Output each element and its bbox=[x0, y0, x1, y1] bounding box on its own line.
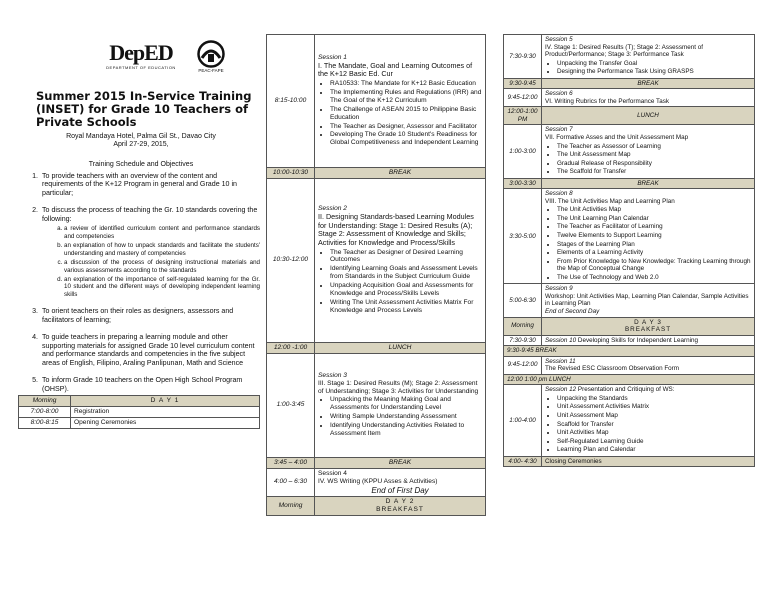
schedule-heading: Training Schedule and Objectives bbox=[88, 161, 194, 169]
break-label: BREAK bbox=[315, 457, 486, 468]
list-item: • The Unit Learning Plan Calendar bbox=[557, 215, 751, 223]
break-label: BREAK bbox=[542, 178, 755, 189]
table-row bbox=[267, 178, 486, 342]
day-label: D A Y 3 bbox=[634, 318, 662, 326]
deped-subtitle: DEPARTMENT OF EDUCATION bbox=[106, 65, 176, 71]
activity-cell: Registration bbox=[71, 407, 260, 418]
list-item: • Gradual Release of Responsibility bbox=[557, 160, 751, 168]
list-item: • Unpacking the Standards bbox=[557, 395, 751, 403]
break-label: BREAK bbox=[542, 78, 755, 89]
morning-label: Morning bbox=[267, 497, 315, 516]
session-label: Session 2 bbox=[318, 205, 347, 213]
session-title: IV. WS Writing (KPPU Asses & Activities) bbox=[318, 477, 438, 485]
time-cell: 9:45-12:00 bbox=[504, 89, 542, 107]
session-cell bbox=[542, 35, 755, 79]
table-row bbox=[19, 407, 260, 418]
list-item: • Learning Plan and Calendar bbox=[557, 446, 751, 454]
session-label: Session 10 bbox=[545, 336, 577, 344]
session-cell bbox=[542, 356, 755, 374]
closing-label: Closing Ceremonies bbox=[542, 456, 755, 467]
session-label: Session 6 bbox=[545, 90, 573, 98]
session-items bbox=[545, 60, 751, 76]
session-items bbox=[545, 395, 751, 454]
list-item: • The Challenge of ASEAN 2015 to Philippine Basic Education bbox=[330, 106, 482, 122]
table-row bbox=[19, 418, 260, 429]
peac-subtitle: PEAC-FAPE bbox=[198, 68, 224, 73]
list-item: • RA10533: The Mandate for K+12 Basic Education bbox=[330, 80, 482, 88]
list-item: • From Prior Knowledge to New Knowledge: Tracking Learning through the Map of Conceptual Change bbox=[557, 258, 751, 273]
session-title: III. Stage 1: Desired Results (M); Stage 2: Assessment of Understanding; Stage 3: Activities for Understanding bbox=[318, 379, 479, 395]
list-item: • The Use of Technology and Web 2.0 bbox=[557, 274, 751, 282]
table-row bbox=[504, 78, 755, 89]
breakfast-label: BREAKFAST bbox=[624, 326, 672, 334]
session-items bbox=[318, 80, 482, 147]
time-cell: 5:00-6:30 bbox=[504, 284, 542, 317]
table-row bbox=[504, 107, 755, 125]
objectives-list bbox=[22, 172, 260, 393]
peac-logo bbox=[193, 40, 229, 73]
middle-panel bbox=[266, 34, 486, 516]
session-label: Session 7 bbox=[545, 126, 573, 134]
time-cell: 10:00-10:30 bbox=[267, 168, 315, 179]
table-row bbox=[504, 456, 755, 467]
end-of-day: End of First Day bbox=[371, 485, 429, 495]
table-row bbox=[19, 396, 260, 407]
session-title: Presentation and Critiquing of WS: bbox=[577, 386, 675, 394]
session-title: VIII. The Unit Activities Map and Learning Plan bbox=[545, 197, 675, 205]
session-label: Session 11 bbox=[545, 357, 576, 365]
break-label: BREAK bbox=[315, 168, 486, 179]
lunch-label: 12:00 1:00 pm LUNCH bbox=[504, 374, 755, 385]
list-item: • Identifying Learning Goals and Assessment Levels from Standards in the Subject Curriculum Guide bbox=[330, 265, 482, 281]
lunch-label: LUNCH bbox=[315, 342, 486, 353]
session-cell bbox=[542, 385, 755, 456]
page-title: Summer 2015 In-Service Training (INSET) for Grade 10 Teachers of Private Schools bbox=[36, 89, 252, 130]
list-item: • Unit Assessment Map bbox=[557, 412, 751, 420]
objective-item: 1. To provide teachers with an overview of the content and requirements of the K+12 Program in general and Grade 10 in particular; bbox=[40, 172, 260, 198]
table-row bbox=[504, 346, 755, 357]
session-cell bbox=[542, 284, 755, 317]
list-item: • Twelve Elements to Support Learning bbox=[557, 232, 751, 240]
table-row bbox=[504, 356, 755, 374]
list-item: • The Unit Assessment Map bbox=[557, 151, 751, 159]
time-cell: 3:30-5:00 bbox=[504, 189, 542, 284]
table-row bbox=[267, 353, 486, 457]
time-cell: 12:00-1:00 PM bbox=[504, 107, 542, 125]
session-title: VI. Writing Rubrics for the Performance Task bbox=[545, 97, 670, 105]
list-item: • The Teacher as Assessor of Learning bbox=[557, 143, 751, 151]
objective-item: 3. To orient teachers on their roles as designers, assessors and facilitators of learning; bbox=[40, 307, 260, 324]
list-item: • Elements of a Learning Activity bbox=[557, 249, 751, 257]
time-cell: 7:00-8:00 bbox=[19, 407, 71, 418]
sub-objective-item: c. a discussion of the process of designing instructional materials and various assessments according to the standards bbox=[64, 259, 260, 274]
deped-logo bbox=[102, 40, 180, 71]
activity-cell: Opening Ceremonies bbox=[71, 418, 260, 429]
time-cell: 9:45-12:00 bbox=[504, 356, 542, 374]
day1-schedule-table bbox=[266, 34, 486, 516]
session-label: Session 1 bbox=[318, 53, 347, 61]
table-row bbox=[267, 342, 486, 353]
list-item: • Unit Assessment Activities Matrix bbox=[557, 403, 751, 411]
list-item: • Scaffold for Transfer bbox=[557, 421, 751, 429]
session-heading bbox=[545, 386, 751, 394]
session-cell bbox=[542, 335, 755, 346]
table-row bbox=[504, 35, 755, 79]
session-title: IV. Stage 1: Desired Results (T); Stage 2: Assessment of Product/Performance; Stage 3: Performance Task bbox=[545, 43, 703, 59]
session-label: Session 8 bbox=[545, 190, 573, 198]
session-items bbox=[545, 206, 751, 281]
list-item: • Unit Activities Map bbox=[557, 429, 751, 437]
list-item: • The Unit Activities Map bbox=[557, 206, 751, 214]
list-item: • Unpacking Acquisition Goal and Assessments for Knowledge and Process/Skills Levels bbox=[330, 282, 482, 298]
day-header bbox=[542, 317, 755, 335]
session-cell bbox=[542, 189, 755, 284]
time-cell: 10:30-12:00 bbox=[267, 178, 315, 342]
list-item: • The Teacher as Facilitator of Learning bbox=[557, 223, 751, 231]
table-row bbox=[504, 189, 755, 284]
deped-wordmark: DepED bbox=[109, 40, 173, 65]
day1-table bbox=[18, 395, 260, 429]
time-cell: 9:30-9:45 bbox=[504, 78, 542, 89]
list-item: • The Teacher as Designer, Assessor and Facilitator bbox=[330, 123, 482, 131]
list-item: • Unpacking the Meaning Making Goal and Assessments for Understanding Level bbox=[330, 396, 482, 412]
table-row bbox=[504, 125, 755, 178]
table-row bbox=[504, 385, 755, 456]
time-cell: 4:00- 4:30 bbox=[504, 456, 542, 467]
table-row bbox=[504, 374, 755, 385]
table-row bbox=[267, 468, 486, 496]
morning-label: Morning bbox=[19, 396, 71, 407]
venue: Royal Mandaya Hotel, Palma Gil St., Davao City bbox=[66, 132, 216, 140]
session-title: I. The Mandate, Goal and Learning Outcomes of the K+12 Basic Ed. Cur bbox=[318, 60, 473, 79]
end-of-day: End of Second Day bbox=[545, 307, 600, 315]
morning-label: Morning bbox=[504, 317, 542, 335]
logos bbox=[22, 0, 260, 90]
time-cell: 3:45 – 4:00 bbox=[267, 457, 315, 468]
session-label: Session 5 bbox=[545, 36, 573, 43]
time-cell: 1:00-4:00 bbox=[504, 385, 542, 456]
sub-objective-item: a. a review of identified curriculum content and performance standards and competencies bbox=[64, 225, 260, 240]
session-title: The Revised ESC Classroom Observation Form bbox=[545, 365, 680, 373]
time-cell: 7:30-9:30 bbox=[504, 335, 542, 346]
list-item: • Unpacking the Transfer Goal bbox=[557, 60, 751, 68]
time-cell: 1:00-3:45 bbox=[267, 353, 315, 457]
session-label: Session 12 bbox=[545, 386, 577, 394]
list-item: • Designing the Performance Task Using GRASPS bbox=[557, 68, 751, 76]
time-cell: 8:15-10:00 bbox=[267, 35, 315, 168]
session-cell bbox=[315, 178, 486, 342]
table-row bbox=[267, 497, 486, 516]
time-cell: 8:00-8:15 bbox=[19, 418, 71, 429]
day2-day3-schedule-table bbox=[503, 34, 755, 467]
list-item: • Developing The Grade 10 Student's Readiness for Global Competitiveness and Independent Learning bbox=[330, 131, 482, 147]
time-cell: 12:00 -1:00 bbox=[267, 342, 315, 353]
sub-objective-item: d. an explanation of the importance of self-regulated learning for the Gr. 10 student and the different ways of developing independent learning skills bbox=[64, 276, 260, 298]
session-cell bbox=[542, 125, 755, 178]
objective-item: 5. To inform Grade 10 teachers on the Open High School Program (OHSP). bbox=[40, 376, 260, 393]
time-cell: 7:30-9:30 bbox=[504, 35, 542, 79]
session-title: Workshop: Unit Activities Map, Learning Plan Calendar, Sample Activities in Learning Plan bbox=[545, 292, 749, 308]
list-item: • Writing The Unit Assessment Activities Matrix For Knowledge and Process Levels bbox=[330, 299, 482, 315]
time-cell: 4:00 – 6:30 bbox=[267, 468, 315, 496]
sub-objectives-list bbox=[42, 225, 260, 298]
table-row bbox=[504, 335, 755, 346]
session-label: Session 9 bbox=[545, 285, 573, 293]
break-label: 9:30-9:45 BREAK bbox=[504, 346, 755, 357]
session-cell bbox=[315, 468, 486, 496]
table-row bbox=[267, 457, 486, 468]
dates: April 27-29, 2015, bbox=[113, 141, 169, 149]
table-row bbox=[504, 317, 755, 335]
day-header bbox=[315, 497, 486, 516]
objective-item: 4. To guide teachers in preparing a learning module and other supporting materials for assigned Grade 10 level curriculum content and performance standards and competencies in the five subject areas of English, Filipino, Araling Panlipunan, Math and Science bbox=[40, 333, 260, 367]
session-label: Session 4 bbox=[318, 469, 347, 477]
table-row bbox=[267, 35, 486, 168]
left-panel bbox=[22, 0, 260, 429]
session-title: Developing Skills for Independent Learning bbox=[577, 336, 698, 344]
list-item: • The Scaffold for Transfer bbox=[557, 168, 751, 176]
list-item: • Stages of the Learning Plan bbox=[557, 241, 751, 249]
list-item: • Writing Sample Understanding Assessment bbox=[330, 413, 482, 421]
day-label: D A Y 1 bbox=[71, 396, 260, 407]
objective-item bbox=[40, 206, 260, 298]
time-cell: 1:00-3:00 bbox=[504, 125, 542, 178]
session-title: VII. Formative Asses and the Unit Assessment Map bbox=[545, 134, 689, 142]
session-items bbox=[318, 249, 482, 315]
peac-emblem-icon bbox=[197, 40, 225, 68]
table-row bbox=[504, 284, 755, 317]
lunch-label: LUNCH bbox=[542, 107, 755, 125]
table-row bbox=[504, 178, 755, 189]
list-item: • The Implementing Rules and Regulations (IRR) and The Goal of the K+12 Curriculum bbox=[330, 89, 482, 105]
session-cell bbox=[315, 353, 486, 457]
session-cell bbox=[542, 89, 755, 107]
session-label: Session 3 bbox=[318, 371, 347, 379]
table-row bbox=[504, 89, 755, 107]
list-item: • Identifying Understanding Activities Related to Assessment Item bbox=[330, 422, 482, 438]
session-items bbox=[545, 143, 751, 176]
breakfast-label: BREAKFAST bbox=[376, 506, 424, 514]
right-panel bbox=[503, 34, 755, 467]
list-item: • The Teacher as Designer of Desired Learning Outcomes bbox=[330, 249, 482, 265]
session-cell bbox=[315, 35, 486, 168]
table-row bbox=[267, 168, 486, 179]
time-cell: 3:00-3:30 bbox=[504, 178, 542, 189]
sub-objective-item: b. an explanation of how to unpack standards and facilitate the students' understanding and mastery of competencies bbox=[64, 242, 260, 257]
list-item: • Self-Regulated Learning Guide bbox=[557, 438, 751, 446]
objective-text: To discuss the process of teaching the Gr. 10 standards covering the following: bbox=[42, 206, 258, 223]
day-label: D A Y 2 bbox=[385, 498, 415, 506]
session-items bbox=[318, 396, 482, 438]
session-title: II. Designing Standards-based Learning Modules for Understanding: Stage 1: Desired Results (A); Stage 2: Assessment of Knowledge and Skills; Activities for Knowledge and Process/Skills bbox=[318, 211, 474, 247]
